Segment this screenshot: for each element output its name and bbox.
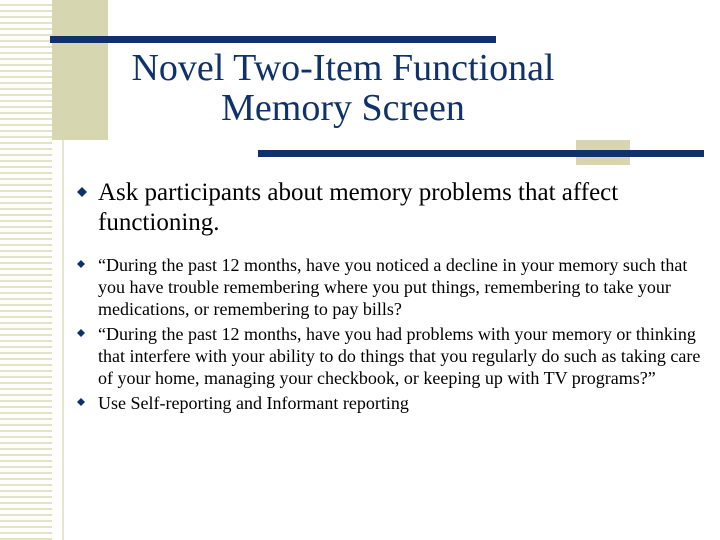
list-item bbox=[74, 323, 704, 389]
slide-title-line2: Memory Screen bbox=[221, 87, 465, 129]
list-item bbox=[74, 178, 704, 238]
bullet-list bbox=[74, 178, 704, 417]
title-bottom-bar bbox=[258, 150, 704, 157]
diamond-bullet-icon bbox=[77, 187, 87, 197]
left-stripe-decoration bbox=[0, 0, 52, 540]
slide-title-line1: Novel Two-Item Functional bbox=[131, 47, 555, 89]
bullet-text: “During the past 12 months, have you noticed a decline in your memory such that you have trouble remembering where you put things, remembering to take your medications, or remembering to pay bills? bbox=[98, 255, 688, 319]
title-top-bar bbox=[50, 36, 496, 43]
diamond-bullet-icon bbox=[77, 329, 85, 337]
top-left-decor-block bbox=[52, 0, 108, 140]
diamond-bullet-icon bbox=[77, 398, 85, 406]
bullet-text: Use Self-reporting and Informant reporting bbox=[98, 393, 409, 413]
bullet-text: “During the past 12 months, have you had problems with your memory or thinking that interfere with your ability to do things that you regularly do such as taking care of your home, managing your checkbook, or keeping up with TV programs?” bbox=[98, 324, 701, 388]
list-item bbox=[74, 392, 704, 414]
slide-title bbox=[108, 48, 578, 128]
diamond-bullet-icon bbox=[77, 260, 85, 268]
list-item bbox=[74, 254, 704, 320]
bullet-text: Ask participants about memory problems that affect functioning. bbox=[98, 179, 619, 236]
